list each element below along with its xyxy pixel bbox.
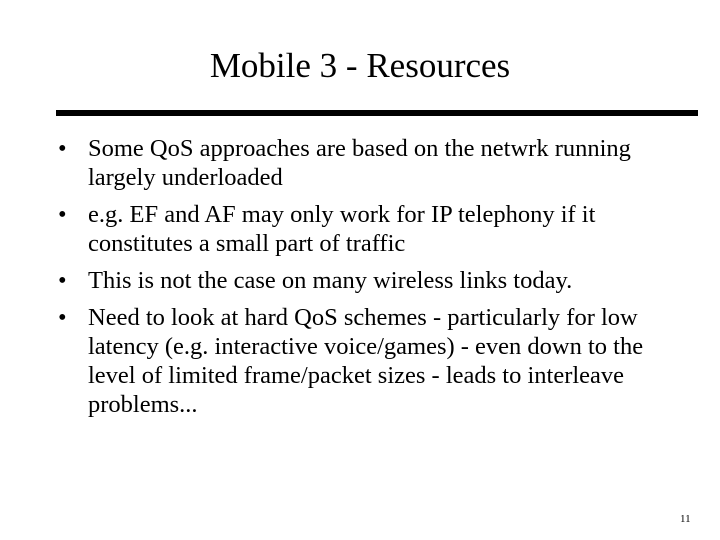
- bullet-item: [56, 266, 656, 295]
- bullet-marker: •: [58, 304, 67, 331]
- slide-title: Mobile 3 - Resources: [209, 46, 511, 85]
- bullet-marker: •: [58, 135, 67, 162]
- bullet-text: This is not the case on many wireless links today.: [88, 267, 573, 294]
- bullet-text: Some QoS approaches are based on the netwrk running largely underloaded: [88, 135, 631, 191]
- bullet-item: [56, 134, 656, 192]
- page-number: 11: [680, 513, 691, 525]
- bullet-marker: •: [58, 201, 67, 228]
- bullet-list: [56, 134, 656, 427]
- bullet-item: [56, 200, 656, 258]
- bullet-text: e.g. EF and AF may only work for IP telephony if it constitutes a small part of traffic: [88, 201, 596, 257]
- bullet-item: [56, 303, 656, 419]
- bullet-text: Need to look at hard QoS schemes - particularly for low latency (e.g. interactive voice/games) - even down to the level of limited frame/packet sizes - leads to interleave problems...: [88, 304, 644, 418]
- title-divider: [56, 110, 698, 116]
- bullet-marker: •: [58, 267, 67, 294]
